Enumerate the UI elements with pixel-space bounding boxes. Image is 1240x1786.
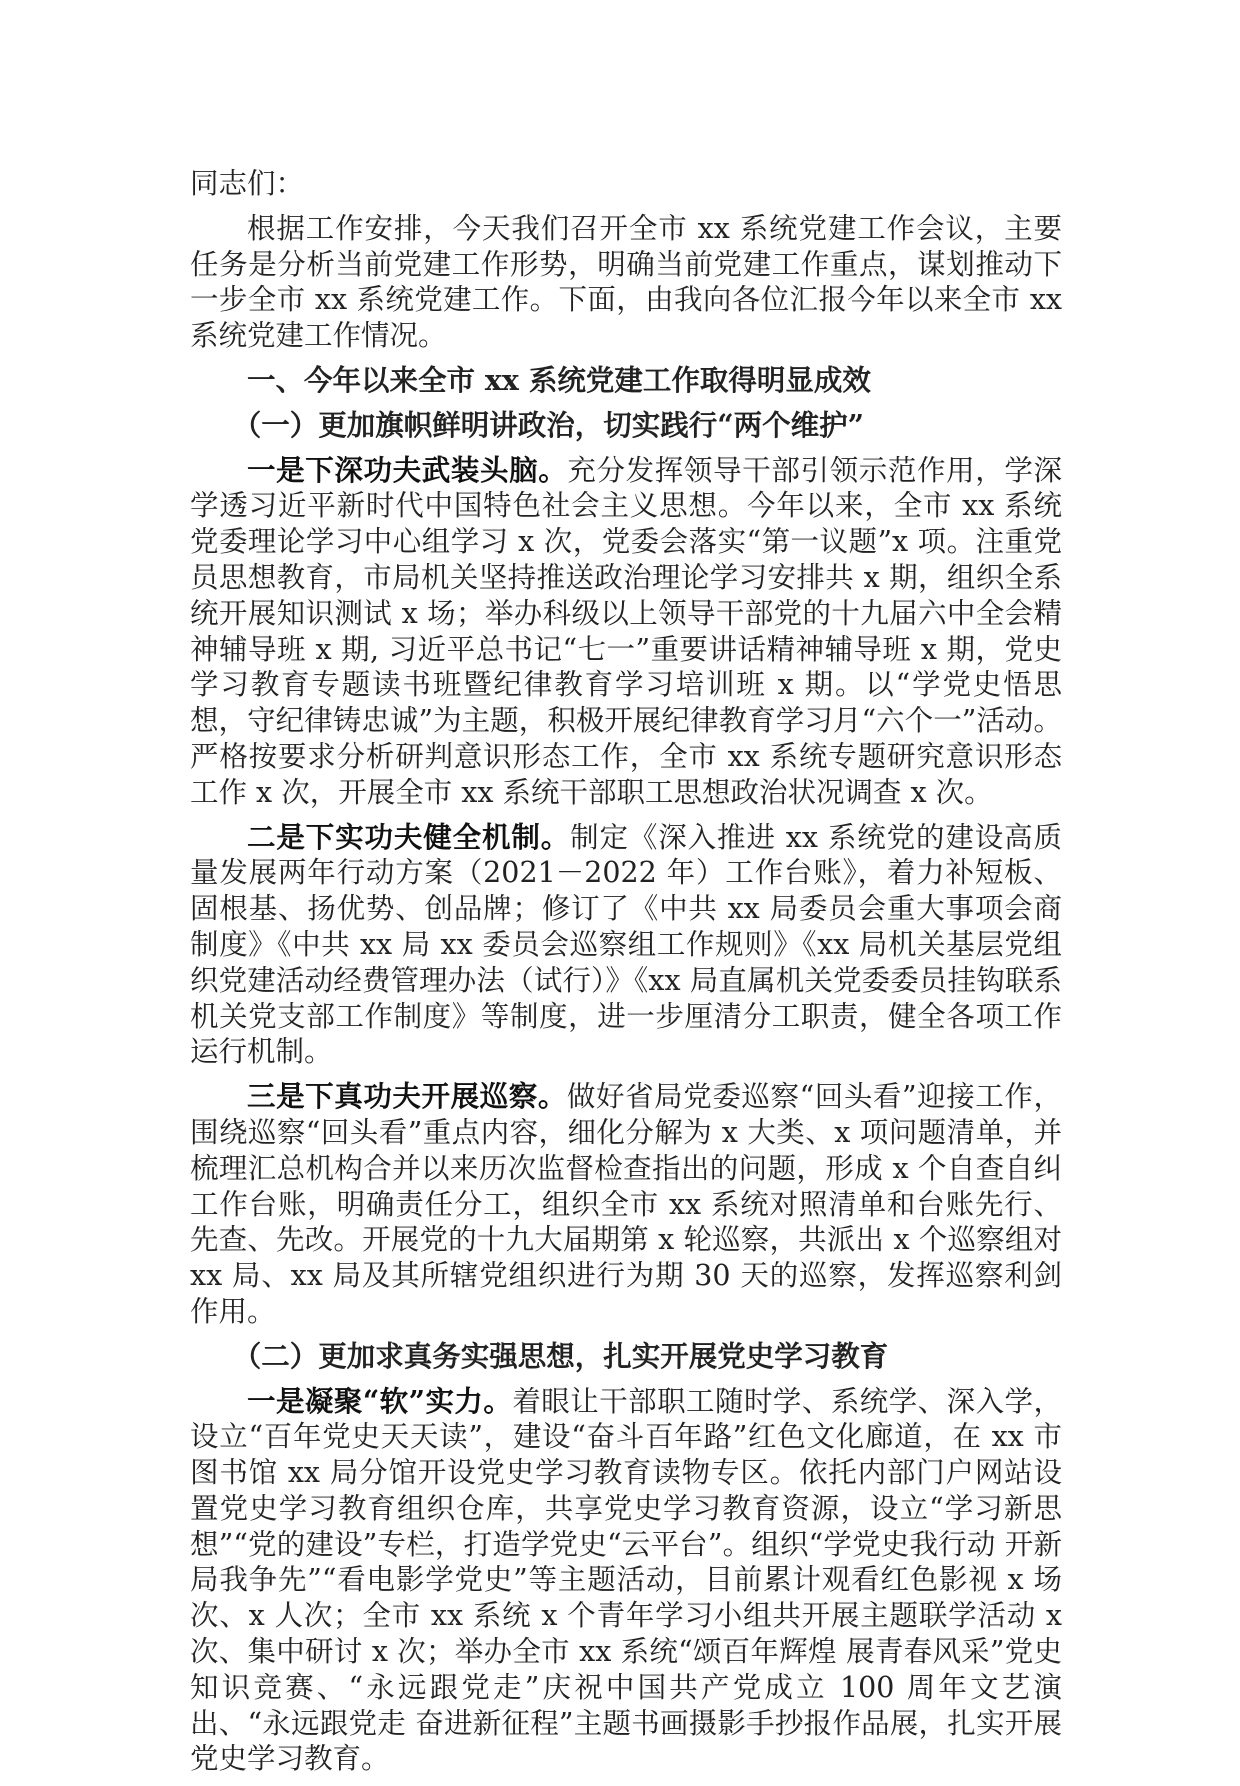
paragraph-1-2 [190,820,1062,1071]
paragraph-body: 着眼让干部职工随时学、系统学、深入学，设立“百年党史天天读”，建设“奋斗百年路”红色文化廊道，在 xx 市图书馆 xx 局分馆开设党史学习教育读物专区。依托内部门户网站设置党史学习教育组织仓库，共享党史学习教育资源，设立“学习新思想”“党的建设”专栏，打造学党史“云平台”。组织“学党史我行动 开新局我争先”“看电影学党史”等主题活动，目前累计观看红色影视 x 场次、x 人次；全市 xx 系统 x 个青年学习小组共开展主题联学活动 x 次、集中研讨 x 次；举办全市 xx 系统“颂百年辉煌 展青春风采”党史知识竞赛、“永远跟党走”庆祝中国共产党成立 100 周年文艺演出、“永远跟党走 奋进新征程”主题书画摄影手抄报作品展，扎实开展党史学习教育。 [190,1384,1063,1776]
subsection-heading-2: （二）更加求真务实强思想，扎实开展党史学习教育 [232,1338,889,1373]
paragraph-body: 做好省局党委巡察“回头看”迎接工作，围绕巡察“回头看”重点内容，细化分解为 x 大类、x 项问题清单，并梳理汇总机构合并以来历次监督检查指出的问题，形成 x 个自查自纠工作台账，明确责任分工，组织全市 xx 系统对照清单和台账先行、先查、先改。开展党的十九大届期第 x 轮巡察，共派出 x 个巡察组对 xx 局、xx 局及其所辖党组织进行为期 30 天的巡察，发挥巡察利剑作用。 [190,1080,1062,1328]
paragraph-lead: 一是凝聚“软”实力。 [247,1383,513,1418]
intro-paragraph: 根据工作安排，今天我们召开全市 xx 系统党建工作会议，主要任务是分析当前党建工作形势，明确当前党建工作重点，谋划推动下一步全市 xx 系统党建工作。下面，由我向各位汇报今年以来全市 xx 系统党建工作情况。 [190,211,1062,353]
paragraph-lead: 二是下实功夫健全机制。 [247,819,571,854]
section-heading-1: 一、今年以来全市 xx 系统党建工作取得明显成效 [247,362,871,397]
paragraph-1-3 [190,1079,1062,1330]
paragraph-2-1 [190,1384,1062,1778]
paragraph-1-1 [190,453,1062,811]
paragraph-lead: 三是下真功夫开展巡察。 [247,1079,567,1114]
paragraph-body: 充分发挥领导干部引领示范作用，学深学透习近平新时代中国特色社会主义思想。今年以来，全市 xx 系统党委理论学习中心组学习 x 次，党委会落实“第一议题”x 项。注重党员思想教育，市局机关坚持推送政治理论学习安排共 x 期，组织全系统开展知识测试 x 场；举办科级以上领导干部党的十九届六中全会精神辅导班 x 期, 习近平总书记“七一”重要讲话精神辅导班 x 期，党史学习教育专题读书班暨纪律教育学习培训班 x 期。以“学党史悟思想，守纪律铸忠诚”为主题，积极开展纪律教育学习月“六个一”活动。严格按要求分析研判意识形态工作，全市 xx 系统专题研究意识形态工作 x 次，开展全市 xx 系统干部职工思想政治状况调查 x 次。 [190,453,1062,809]
document-page [190,166,1062,1786]
greeting: 同志们： [190,167,305,200]
paragraph-body: 制定《深入推进 xx 系统党的建设高质量发展两年行动方案（2021－2022 年）工作台账》，着力补短板、固根基、扬优势、创品牌；修订了《中共 xx 局委员会重大事项会商制度》《中共 xx 局 xx 委员会巡察组工作规则》《xx 局机关基层党组织党建活动经费管理办法（试行）》《xx 局直属机关党委委员挂钩联系机关党支部工作制度》等制度，进一步厘清分工职责，健全各项工作运行机制。 [190,820,1062,1069]
paragraph-lead: 一是下深功夫武装头脑。 [247,452,568,487]
subsection-heading-1: （一）更加旗帜鲜明讲政治，切实践行“两个维护” [232,407,865,442]
